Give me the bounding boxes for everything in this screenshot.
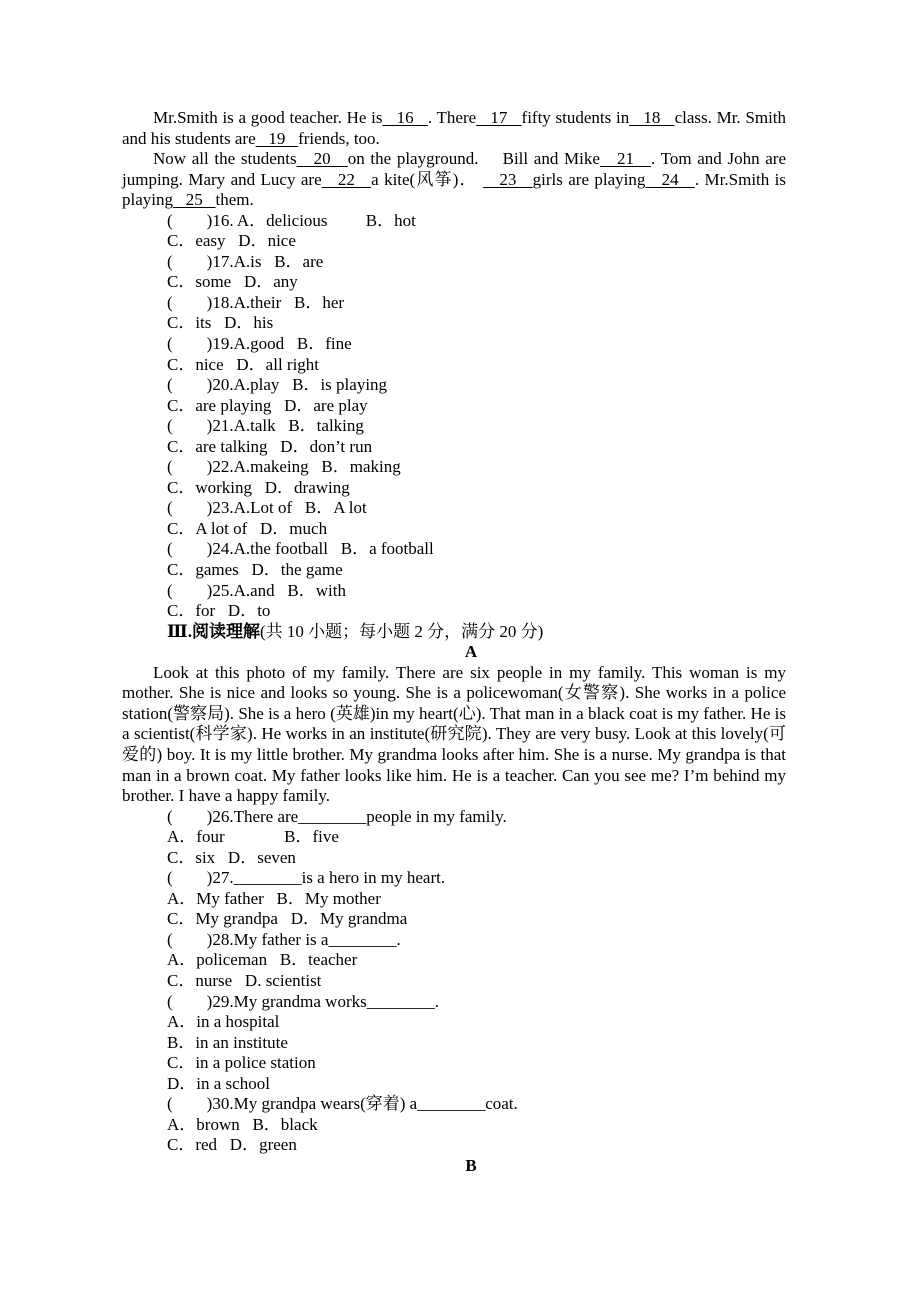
cloze-q24-options-ab: ( )24.A.the football B．a football bbox=[167, 539, 434, 559]
reading-q27-stem: ( )27.________is a hero in my heart. bbox=[167, 868, 446, 888]
cloze-paragraph-1: Mr.Smith is a good teacher. He is 16 . There 17 fifty students in 18 class. Mr. Smith and his students are 19 friends, too. bbox=[122, 108, 787, 148]
cloze-q25-options-cd: C．for D．to bbox=[167, 601, 271, 621]
reading-q29-option-a: A．in a hospital bbox=[167, 1012, 280, 1032]
reading-q29-option-c: C．in a police station bbox=[167, 1053, 316, 1073]
cloze-q20-options-cd: C．are playing D．are play bbox=[167, 395, 368, 415]
cloze-q18-options-ab: ( )18.A.their B．her bbox=[167, 292, 345, 312]
cloze-q16-options-ab: ( )16. A．delicious B．hot bbox=[167, 210, 416, 230]
cloze-blank: 20 bbox=[296, 149, 348, 169]
reading-q29-option-b: B．in an institute bbox=[167, 1032, 288, 1052]
cloze-q19-options-ab: ( )19.A.good B．fine bbox=[167, 334, 352, 354]
cloze-blank: 22 bbox=[321, 169, 372, 189]
cloze-blank: 21 bbox=[599, 149, 652, 169]
cloze-blank: 18 bbox=[629, 108, 675, 127]
cloze-blank: 23 bbox=[483, 169, 533, 189]
cloze-q21-options-ab: ( )21.A.talk B．talking bbox=[167, 416, 364, 436]
reading-q26-options-cd: C．six D．seven bbox=[167, 847, 296, 867]
reading-q28-stem: ( )28.My father is a________. bbox=[167, 929, 401, 949]
cloze-q22-options-ab: ( )22.A.makeing B．making bbox=[167, 457, 401, 477]
cloze-q25-options-ab: ( )25.A.and B．with bbox=[167, 580, 346, 600]
section-3-number-title: Ⅲ.阅读理解 bbox=[167, 621, 260, 641]
reading-q27-options-ab: A．My father B．My mother bbox=[167, 888, 381, 908]
cloze-q20-options-ab: ( )20.A.play B．is playing bbox=[167, 375, 388, 395]
reading-q28-options-cd: C．nurse D. scientist bbox=[167, 970, 322, 990]
cloze-q17-options-ab: ( )17.A.is B．are bbox=[167, 251, 324, 271]
reading-q29-option-d: D．in a school bbox=[167, 1073, 270, 1093]
cloze-paragraph-2: Now all the students 20 on the playground. Bill and Mike 21 . Tom and John are jumping. Mary and Lucy are 22 a kite(风筝)． 23 girls are playing 24 . Mr.Smith is playing 25 them. bbox=[122, 149, 787, 210]
reading-q28-options-ab: A．policeman B．teacher bbox=[167, 950, 358, 970]
reading-q30-options-ab: A．brown B．black bbox=[167, 1114, 318, 1134]
passage-a-letter: A bbox=[464, 642, 478, 662]
section-3-heading bbox=[167, 622, 786, 643]
cloze-q21-options-cd: C．are talking D．don’t run bbox=[167, 436, 373, 456]
cloze-blank: 25 bbox=[173, 190, 216, 210]
cloze-q18-options-cd: C．its D．his bbox=[167, 313, 274, 333]
reading-q26-stem: ( )26.There are________people in my family. bbox=[167, 806, 507, 826]
section-3-score-note: (共 10 小题；每小题 2 分，满分 20 分) bbox=[259, 621, 544, 641]
passage-b-letter: B bbox=[465, 1155, 477, 1175]
cloze-q19-options-cd: C．nice D．all right bbox=[167, 354, 320, 374]
reading-passage-a: Look at this photo of my family. There are six people in my family. This woman is my mother. She is nice and looks so young. She is a policewoman(女警察). She works in a police station(警察局). She is a hero (英雄)in my heart(心). That man in a black coat is my father. He is a scientist(科学家). He works in an institute(研究院). They are very busy. Look at this lovely(可爱的) boy. It is my little brother. My grandma looks after him. She is a nurse. My grandpa is that man in a brown coat. My father looks like him. He is a teacher. Can you see me? I’m behind my brother. I have a happy family. bbox=[122, 662, 786, 806]
cloze-q16-options-cd: C．easy D．nice bbox=[167, 231, 296, 251]
cloze-blank: 24 bbox=[645, 169, 695, 189]
reading-q27-options-cd: C．My grandpa D．My grandma bbox=[167, 909, 408, 929]
cloze-blank: 19 bbox=[255, 128, 299, 148]
cloze-q23-options-cd: C．A lot of D．much bbox=[167, 518, 328, 538]
cloze-q17-options-cd: C．some D．any bbox=[167, 272, 298, 292]
cloze-blank: 17 bbox=[476, 108, 522, 127]
cloze-blank: 16 bbox=[382, 108, 428, 127]
cloze-q22-options-cd: C．working D．drawing bbox=[167, 477, 350, 497]
reading-q30-options-cd: C．red D．green bbox=[167, 1135, 297, 1155]
cloze-q24-options-cd: C．games D．the game bbox=[167, 560, 343, 580]
reading-q29-stem: ( )29.My grandma works________. bbox=[167, 991, 439, 1011]
reading-q30-stem: ( )30.My grandpa wears(穿着) a________coat. bbox=[167, 1094, 518, 1114]
cloze-q23-options-ab: ( )23.A.Lot of B．A lot bbox=[167, 498, 367, 518]
reading-q26-options-ab: A．four B．five bbox=[167, 827, 339, 847]
